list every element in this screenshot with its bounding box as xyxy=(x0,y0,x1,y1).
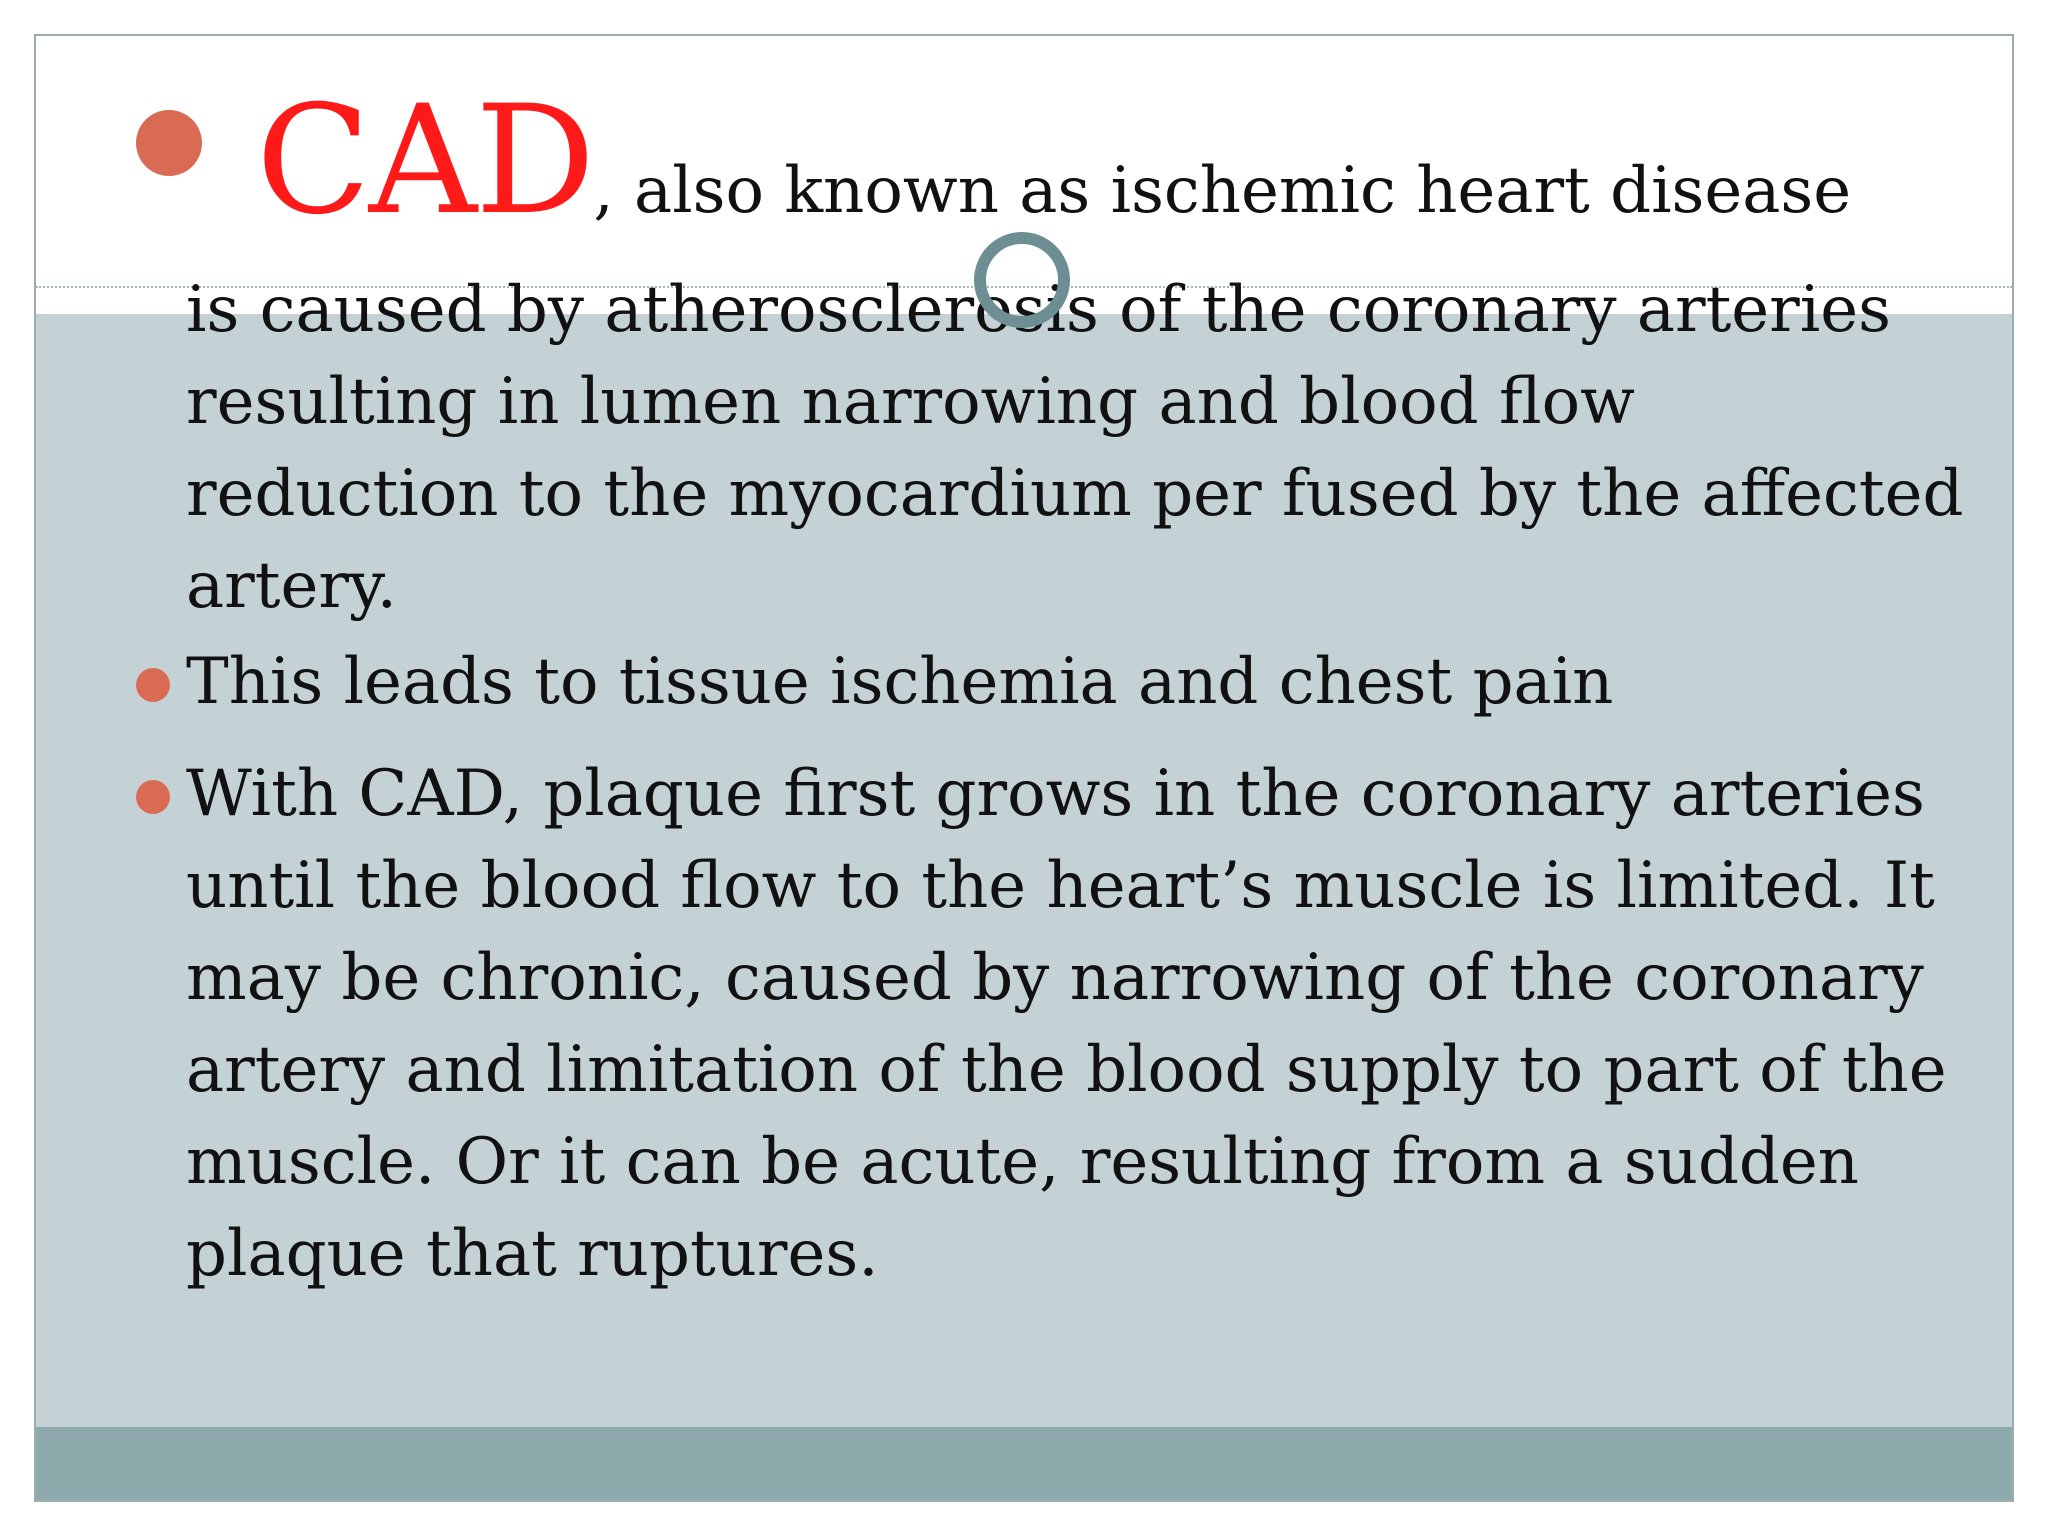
bullet-2-text: This leads to tissue ischemia and chest pain xyxy=(186,645,1614,719)
bullet-dot-icon xyxy=(136,110,202,176)
bullet-1-text: is caused by atherosclerosis of the coronary arteries resulting in lumen narrowing and blood flow reduction to the myocardium per fused by the affected artery. xyxy=(186,273,1964,623)
slide xyxy=(34,34,2014,1502)
bullet-dot-icon xyxy=(136,780,170,814)
cad-term: CAD xyxy=(256,74,594,248)
bullet-1-lead: , also known as ischemic heart disease xyxy=(593,154,1852,228)
bullet-1-first-line xyxy=(256,74,1852,248)
bullet-3-text: With CAD, plaque first grows in the coronary arteries until the blood flow to the heart’s muscle is limited. It may be chronic, caused by narrowing of the coronary artery and limitation of the blood supply to part of the muscle. Or it can be acute, resulting from a sudden plaque that ruptures. xyxy=(186,757,1947,1291)
ring-icon xyxy=(974,232,1070,328)
bullet-dot-icon xyxy=(136,668,170,702)
